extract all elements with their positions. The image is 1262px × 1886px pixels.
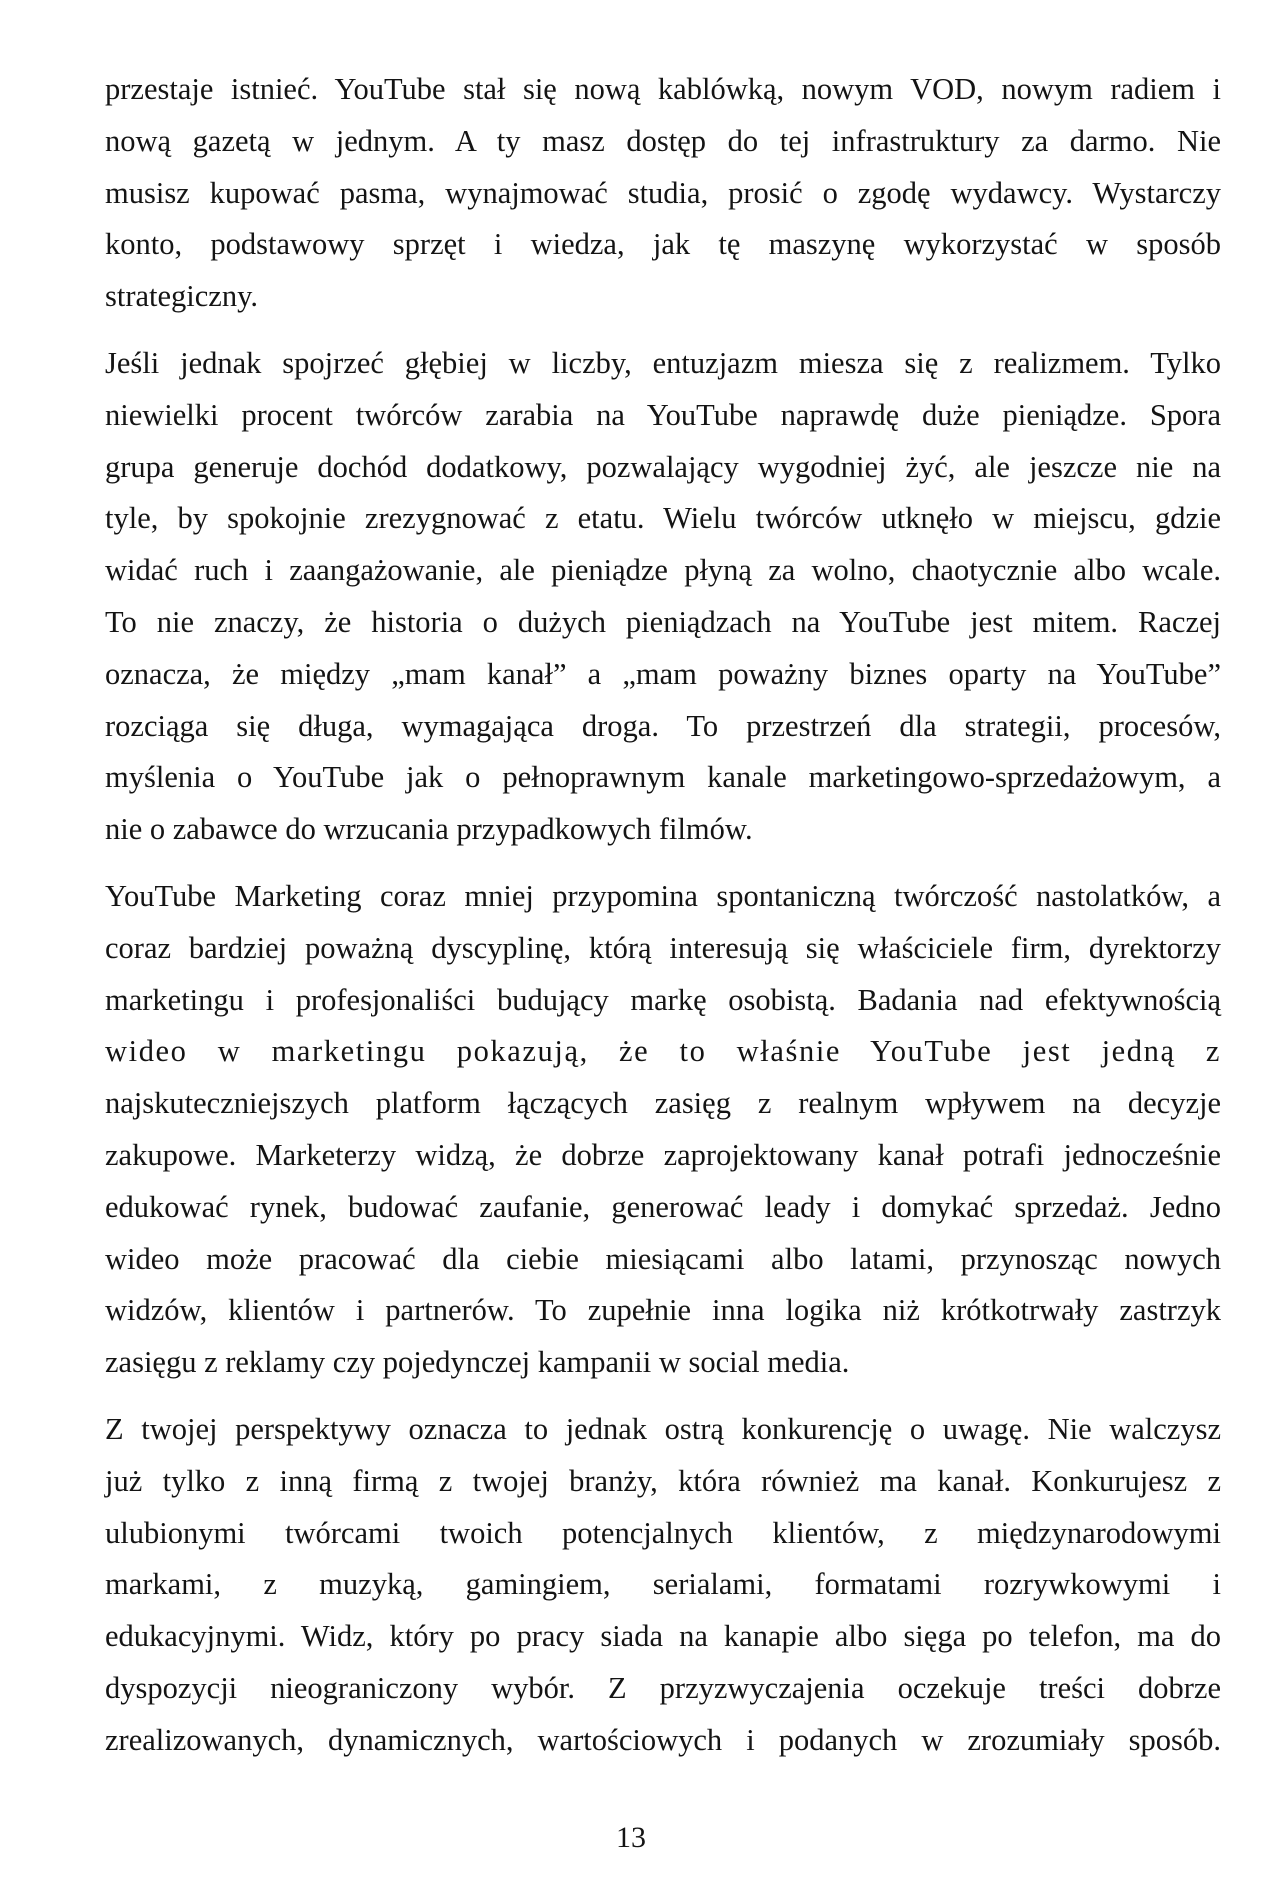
paragraph-4 [105,1404,1221,1767]
text-line: edukacyjnymi. Widz, który po pracy siada na kanapie albo sięga po telefon, ma do [105,1619,1221,1654]
text-line: oznacza, że między „mam kanał” a „mam poważny biznes oparty na YouTube” [105,656,1221,691]
text-line: najskuteczniejszych platform łączących zasięg z realnym wpływem na decyzje [105,1086,1221,1121]
text-line: nową gazetą w jednym. A ty masz dostęp do tej infrastruktury za darmo. Nie [105,123,1221,158]
text-line: markami, z muzyką, gamingiem, serialami, formatami rozrywkowymi i [105,1567,1221,1602]
page-number: 13 [616,1821,646,1854]
text-line: zrealizowanych, dynamicznych, wartościowych i podanych w zrozumiały sposób. [105,1722,1221,1757]
text-line: YouTube Marketing coraz mniej przypomina spontaniczną twórczość nastolatków, a [105,878,1221,913]
text-line: widać ruch i zaangażowanie, ale pieniądze płyną za wolno, chaotycznie albo wcale. [105,553,1221,588]
page-body [105,64,1221,1782]
text-line: myślenia o YouTube jak o pełnoprawnym kanale marketingowo-sprzedażowym, a [105,760,1221,795]
text-line: zasięgu z reklamy czy pojedynczej kampanii w social media. [105,1345,850,1380]
text-line: przestaje istnieć. YouTube stał się nową kablówką, nowym VOD, nowym radiem i [105,72,1221,106]
text-line: Z twojej perspektywy oznacza to jednak ostrą konkurencję o uwagę. Nie walczysz [105,1411,1221,1446]
paragraph-3 [105,871,1221,1389]
text-line: ulubionymi twórcami twoich potencjalnych klientów, z międzynarodowymi [105,1515,1221,1550]
text-line: już tylko z inną firmą z twojej branży, która również ma kanał. Konkurujesz z [105,1463,1221,1498]
paragraph-2 [105,338,1221,856]
text-line: widzów, klientów i partnerów. To zupełnie inna logika niż krótkotrwały zastrzyk [105,1293,1221,1328]
text-line: nie o zabawce do wrzucania przypadkowych filmów. [105,812,753,847]
text-line: rozciąga się długa, wymagająca droga. To przestrzeń dla strategii, procesów, [105,708,1221,743]
text-line: wideo w marketingu pokazują, że to właśnie YouTube jest jedną z [105,1034,1221,1069]
text-line: marketingu i profesjonaliści budujący markę osobistą. Badania nad efektywnością [105,982,1221,1017]
text-line: zakupowe. Marketerzy widzą, że dobrze zaprojektowany kanał potrafi jednocześnie [105,1137,1221,1172]
text-line: To nie znaczy, że historia o dużych pieniądzach na YouTube jest mitem. Raczej [105,604,1221,639]
text-line: edukować rynek, budować zaufanie, generować leady i domykać sprzedaż. Jedno [105,1189,1221,1224]
text-line: coraz bardziej poważną dyscyplinę, którą interesują się właściciele firm, dyrektorzy [105,930,1221,965]
text-line: strategiczny. [105,279,258,314]
text-line: dyspozycji nieograniczony wybór. Z przyzwyczajenia oczekuje treści dobrze [105,1670,1221,1705]
paragraph-1 [105,64,1221,323]
text-line: musisz kupować pasma, wynajmować studia, prosić o zgodę wydawcy. Wystarczy [105,175,1221,210]
text-line: konto, podstawowy sprzęt i wiedza, jak tę maszynę wykorzystać w sposób [105,227,1221,262]
text-line: grupa generuje dochód dodatkowy, pozwalający wygodniej żyć, ale jeszcze nie na [105,449,1221,484]
text-line: niewielki procent twórców zarabia na YouTube naprawdę duże pieniądze. Spora [105,397,1221,432]
text-line: wideo może pracować dla ciebie miesiącami albo latami, przynosząc nowych [105,1241,1221,1276]
text-line: Jeśli jednak spojrzeć głębiej w liczby, entuzjazm miesza się z realizmem. Tylko [105,345,1221,380]
text-line: tyle, by spokojnie zrezygnować z etatu. Wielu twórców utknęło w miejscu, gdzie [105,501,1221,536]
